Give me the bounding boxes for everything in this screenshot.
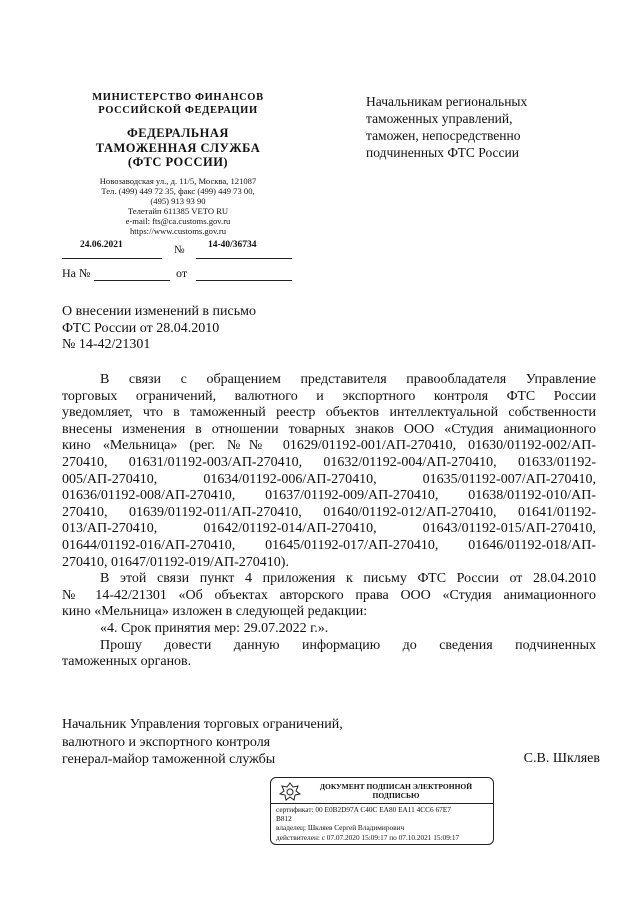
service-line-1: ФЕДЕРАЛЬНАЯ [127,126,229,140]
stamp-owner: владелец: Шкляев Сергей Владимирович [276,823,405,833]
p1-line: 270410, 01639/01192-011/АП-270410, 01640/01192-012/АП-270410, 01641/01192- [62,504,596,520]
p1-line: 01644/01192-016/АП-270410, 01645/01192-017/АП-270410, 01646/01192-018/АП- [62,537,596,553]
p2-line: В этой связи пункт 4 приложения к письму ФТС России от 28.04.2010 [100,571,596,587]
stamp-valid: действителен: с 07.07.2020 15:09:17 по 07.10.2021 15:09:17 [276,832,460,842]
signature-title-line-1: Начальник Управления торговых ограничений, [62,717,343,732]
paragraph-2 [62,571,596,621]
p1-line: торговых ограничений, валютного и экспортного контроля ФТС России [62,388,596,404]
stamp-divider [271,803,493,804]
p1-line: 005/АП-270410, 01634/01192-006/АП-270410, 01635/01192-007/АП-270410, [62,471,596,487]
p3-line: таможенных органов. [62,654,192,670]
addressee-line-1: Начальникам региональных [366,94,528,109]
address-line-2: Тел. (499) 449 72 35, факс (499) 449 73 00, [101,185,255,196]
subject-line-1: О внесении изменений в письмо [62,304,256,319]
stamp-title [305,782,487,800]
address-line-5: e-mail: fts@ca.customs.gov.ru [125,215,231,226]
reg-number-value: 14-40/36734 [208,240,257,250]
p2-line: № 14-42/21301 «Об объектах авторского права ООО «Студия анимационного [62,587,596,603]
reg-date-value: 24.06.2021 [80,240,123,250]
ref-number-line [94,280,170,281]
paragraph-3 [62,638,596,671]
signer-name: С.В. Шкляев [523,751,600,766]
paragraph-1 [62,372,596,571]
registration-date [62,240,162,259]
stamp-title-line-1: ДОКУМЕНТ ПОДПИСАН ЭЛЕКТРОННОЙ [319,782,473,791]
stamp-details [276,805,490,842]
ministry-line-2: РОССИЙСКОЙ ФЕДЕРАЦИИ [98,105,258,116]
p1-line: 270410, 01647/01192-019/АП-270410). [62,554,289,570]
stamp-cert-line-1: сертификат: 00 E0B2D97A C40C EA80 EA11 4CC6 67E7 [276,805,451,814]
p1-line: кино «Мельница» (рег. №№ 01629/01192-001/АП-270410, 01630/01192-002/АП- [62,438,596,454]
ref-number-label: На № [62,266,91,280]
p3-line: Прошу довести данную информацию до сведения подчиненных [100,637,596,653]
p1-line: В связи с обращением представителя правообладателя Управление [100,372,596,387]
address-line-1: Новозаводская ул., д. 11/5, Москва, 121087 [99,175,257,186]
quote-line: «4. Срок принятия мер: 29.07.2022 г.». [100,620,329,636]
addressee-block [366,93,596,161]
addressee-line-2: таможенных управлений, [366,111,513,126]
subject-line-3: № 14-42/21301 [62,337,151,353]
subject-line-2: ФТС России от 28.04.2010 [62,320,220,336]
stamp-cert-line-2: B812 [276,814,292,824]
p1-line: уведомляет, что в таможенный реестр объектов интеллектуальной собственности [62,405,596,421]
ministry-line-1: МИНИСТЕРСТВО ФИНАНСОВ [92,92,264,103]
letter-body [62,372,596,671]
service-line-3: (ФТС РОССИИ) [127,155,229,169]
letterhead [60,91,296,236]
subject-block [62,304,362,354]
stamp-title-line-2: ПОДПИСЬЮ [372,791,420,800]
ref-from-line [196,280,292,281]
addressee-line-4: подчиненных ФТС России [366,145,519,160]
address-line-3: (495) 913 93 90 [150,195,206,206]
addressee-line-3: таможен, непосредственно [366,128,521,143]
service-line-2: ТАМОЖЕННАЯ СЛУЖБА [95,140,261,155]
p2-line: кино «Мельница» изложен в следующей редакции: [62,604,368,620]
signature-title-line-3: генерал-майор таможенной службы [62,752,276,767]
registration-number [196,240,292,259]
p1-line: 01636/01192-008/АП-270410, 01637/01192-009/АП-270410, 01638/01192-010/АП- [62,488,596,504]
signature-title [62,716,402,769]
emblem-icon [277,781,303,803]
signature-title-line-2: валютного и экспортного контроля [62,734,271,750]
e-signature-stamp [270,777,494,845]
address-line-4: Телетайп 611385 VETO RU [127,205,229,216]
address-line-6: https://www.customs.gov.ru [129,225,227,236]
registration-number-sign: № [174,244,185,256]
p1-line: внесены изменения в отношении товарных знаков ООО «Студия анимационного [62,421,596,437]
p1-line: 270410, 01631/01192-003/АП-270410, 01632/01192-004/АП-270410, 01633/01192- [62,454,596,470]
p1-line: 013/АП-270410, 01642/01192-014/АП-270410, 01643/01192-015/АП-270410, [62,521,596,537]
ref-from-label: от [176,266,188,280]
